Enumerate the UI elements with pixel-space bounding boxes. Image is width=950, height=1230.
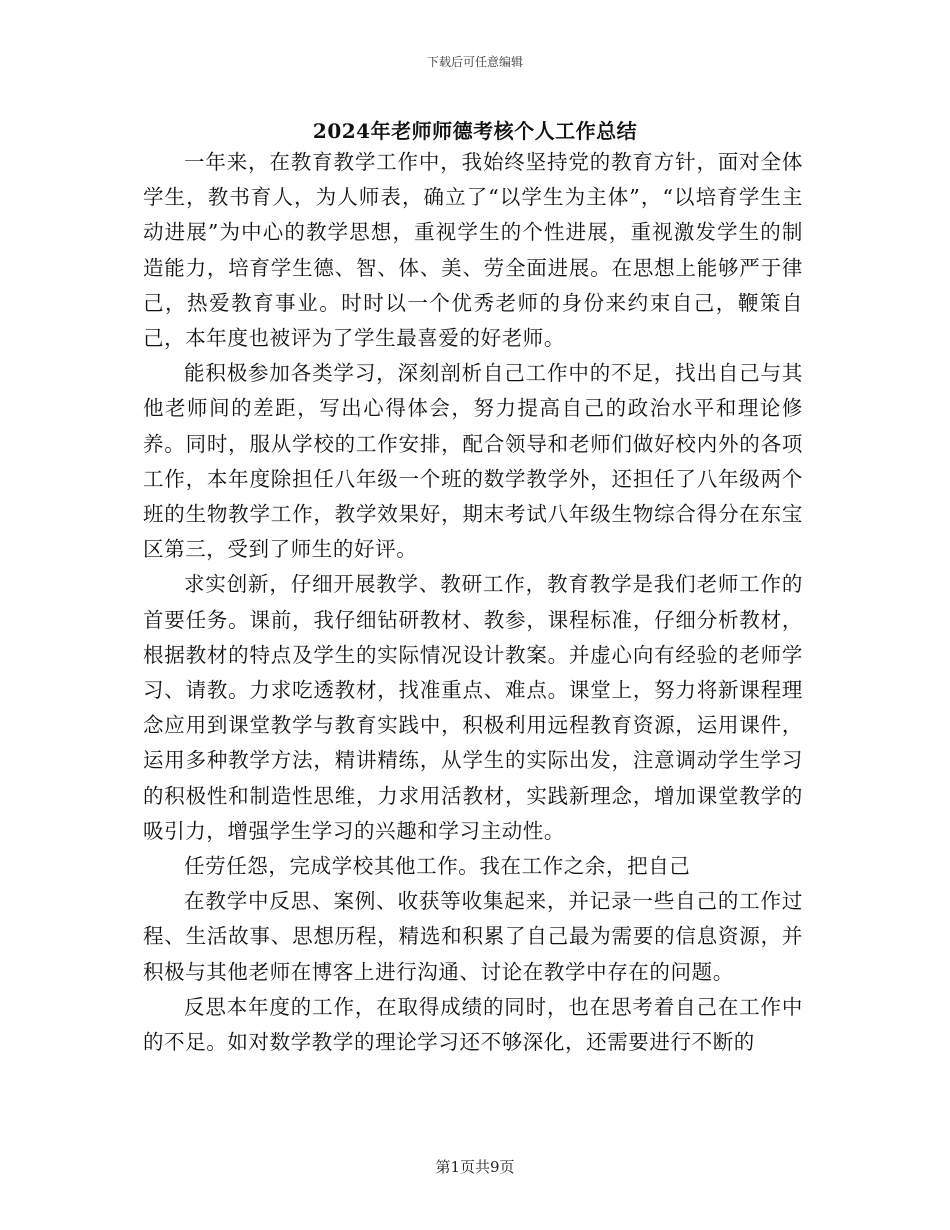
paragraph-2: 能积极参加各类学习，深刻剖析自己工作中的不足，找出自己与其他老师间的差距，写出心得体会，努力提高自己的政治水平和理论修养。同时，服从学校的工作安排，配合领导和老师们做好校内外的各项工作，本年度除担任八年级一个班的数学教学外，还担任了八年级两个班的生物教学工作，教学效果好，期末考试八年级生物综合得分在东宝区第三，受到了师生的好评。 [143,361,803,562]
header-note: 下载后可任意编辑 [426,55,523,69]
paragraph-5: 在教学中反思、案例、收获等收集起来，并记录一些自己的工作过程、生活故事、思想历程，精选和积累了自己最为需要的信息资源，并积极与其他老师在博客上进行沟通、讨论在教学中存在的问题。 [143,889,803,984]
paragraph-6: 反思本年度的工作，在取得成绩的同时，也在思考着自己在工作中的不足。如对数学教学的理论学习还不够深化，还需要进行不断的 [143,994,803,1055]
page-footer: 第1页共9页 [435,1158,515,1176]
paragraph-1: 一年来，在教育教学工作中，我始终坚持党的教育方针，面对全体学生，教书育人，为人师表，确立了“以学生为主体”，“以培育学生主动进展”为中心的教学思想，重视学生的个性进展，重视激发学生的制造能力，培育学生德、智、体、美、劳全面进展。在思想上能够严于律己，热爱教育事业。时时以一个优秀老师的身份来约束自己，鞭策自己，本年度也被评为了学生最喜爱的好老师。 [143,150,803,351]
document-title: 2024年老师师德考核个人工作总结 [312,119,638,143]
paragraph-4: 任劳任怨，完成学校其他工作。我在工作之余，把自己 [184,854,691,879]
paragraph-3: 求实创新，仔细开展教学、教研工作，教育教学是我们老师工作的首要任务。课前，我仔细钻研教材、教参，课程标准，仔细分析教材，根据教材的特点及学生的实际情况设计教案。并虚心向有经验的老师学习、请教。力求吃透教材，找准重点、难点。课堂上，努力将新课程理念应用到课堂教学与教育实践中，积极利用远程教育资源，运用课件，运用多种教学方法，精讲精练，从学生的实际出发，注意调动学生学习的积极性和制造性思维，力求用活教材，实践新理念，增加课堂教学的吸引力，增强学生学习的兴趣和学习主动性。 [143,572,803,843]
document-body [143,145,803,1060]
